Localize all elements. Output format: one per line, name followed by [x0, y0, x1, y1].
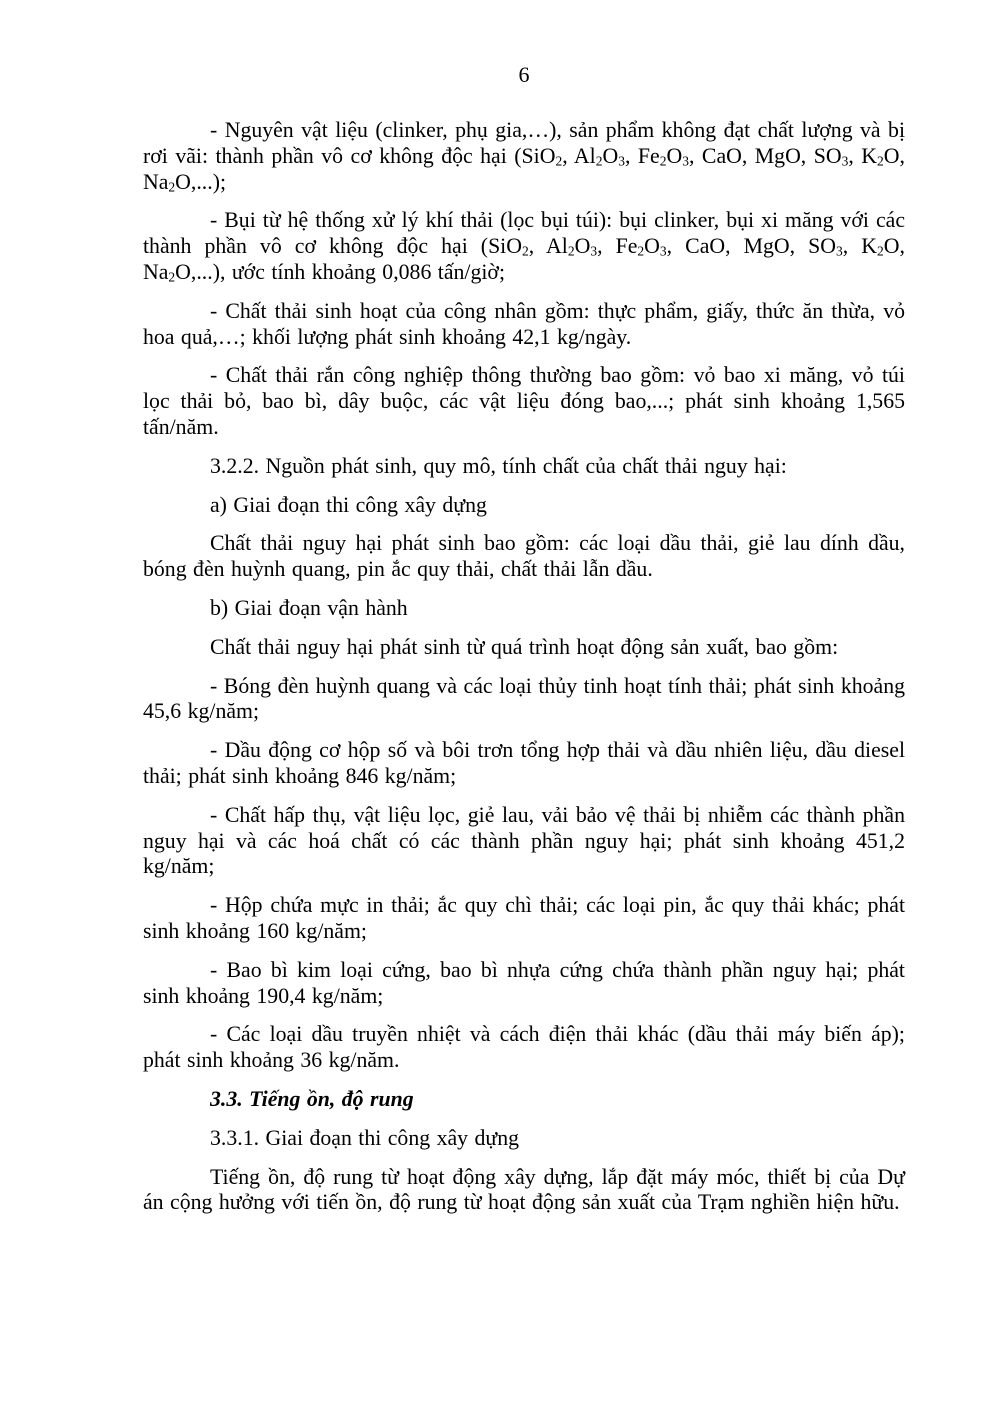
para-domestic-waste: - Chất thải sinh hoạt của công nhân gồm: thực phẩm, giấy, thức ăn thừa, vỏ hoa quả,…; khối lượng phát sinh khoảng 42,1 kg/ngày. — [143, 298, 905, 349]
para-noise-vibration-description: Tiếng ồn, độ rung từ hoạt động xây dựng, lắp đặt máy móc, thiết bị của Dự án cộng hưởng với tiến ồn, độ rung từ hoạt động sản xuất của Trạm nghiền hiện hữu. — [143, 1164, 905, 1215]
para-absorbent-material-waste: - Chất hấp thụ, vật liệu lọc, giẻ lau, vải bảo vệ thải bị nhiễm các thành phần nguy hại và các hoá chất có các thành phần nguy hại; phát sinh khoảng 451,2 kg/năm; — [143, 802, 905, 879]
para-hazardous-waste-operation-intro: Chất thải nguy hại phát sinh từ quá trình hoạt động sản xuất, bao gồm: — [210, 634, 839, 659]
para-packaging-waste: - Bao bì kim loại cứng, bao bì nhựa cứng chứa thành phần nguy hại; phát sinh khoảng 190,4 kg/năm; — [143, 957, 905, 1008]
heading-3-3-1-construction-stage: 3.3.1. Giai đoạn thi công xây dựng — [210, 1125, 519, 1150]
heading-3-2-2-hazardous-waste-sources: 3.2.2. Nguồn phát sinh, quy mô, tính chất của chất thải nguy hại: — [210, 453, 787, 478]
para-ink-battery-waste: - Hộp chứa mực in thải; ắc quy chì thải; các loại pin, ắc quy thải khác; phát sinh khoảng 160 kg/năm; — [143, 893, 905, 943]
page-number: 6 — [518, 62, 530, 87]
heading-stage-b-operation: b) Giai đoạn vận hành — [210, 595, 408, 620]
para-heat-transfer-oil-waste: - Các loại dầu truyền nhiệt và cách điện thải khác (dầu thải máy biến áp); phát sinh khoảng 36 kg/năm. — [143, 1022, 905, 1073]
para-raw-materials-waste: - Nguyên vật liệu (clinker, phụ gia,…), sản phẩm không đạt chất lượng và bị rơi vãi: thành phần vô cơ không độc hại (SiO$_2$, $Al_2O_3$, $Fe_2O_3$, CaO, MgO, $SO_3$, $K_2O$, $Na_2O$,...); — [143, 118, 905, 195]
para-industrial-solid-waste: - Chất thải rắn công nghiệp thông thường bao gồm: vỏ bao xi măng, vỏ túi lọc thải bỏ, bao bì, dây buộc, các vật liệu đóng bao,...; phát sinh khoảng 1,565 tấn/năm. — [143, 363, 905, 439]
heading-3-3-noise-vibration: 3.3. Tiếng ồn, độ rung — [210, 1086, 414, 1111]
heading-stage-a-construction: a) Giai đoạn thi công xây dựng — [210, 492, 487, 517]
para-hazardous-waste-construction: Chất thải nguy hại phát sinh bao gồm: các loại dầu thải, giẻ lau dính dầu, bóng đèn huỳnh quang, pin ắc quy thải, chất thải lẫn dầu. — [143, 531, 905, 582]
para-engine-oil-waste: - Dầu động cơ hộp số và bôi trơn tổng hợp thải và dầu nhiên liệu, dầu diesel thải; phát sinh khoảng 846 kg/năm; — [143, 738, 905, 788]
para-fluorescent-lamp-waste: - Bóng đèn huỳnh quang và các loại thủy tinh hoạt tính thải; phát sinh khoảng 45,6 kg/năm; — [143, 673, 905, 724]
para-dust-filter-waste: - Bụi từ hệ thống xử lý khí thải (lọc bụi túi): bụi clinker, bụi xi măng với các thành phần vô cơ không độc hại (SiO$_2$, $Al_2O_3$, $Fe_2O_3$, CaO, MgO, $SO_3$, $K_2O$, $Na_2O$,...), ước tính khoảng 0,086 tấn/giờ; — [143, 208, 905, 285]
